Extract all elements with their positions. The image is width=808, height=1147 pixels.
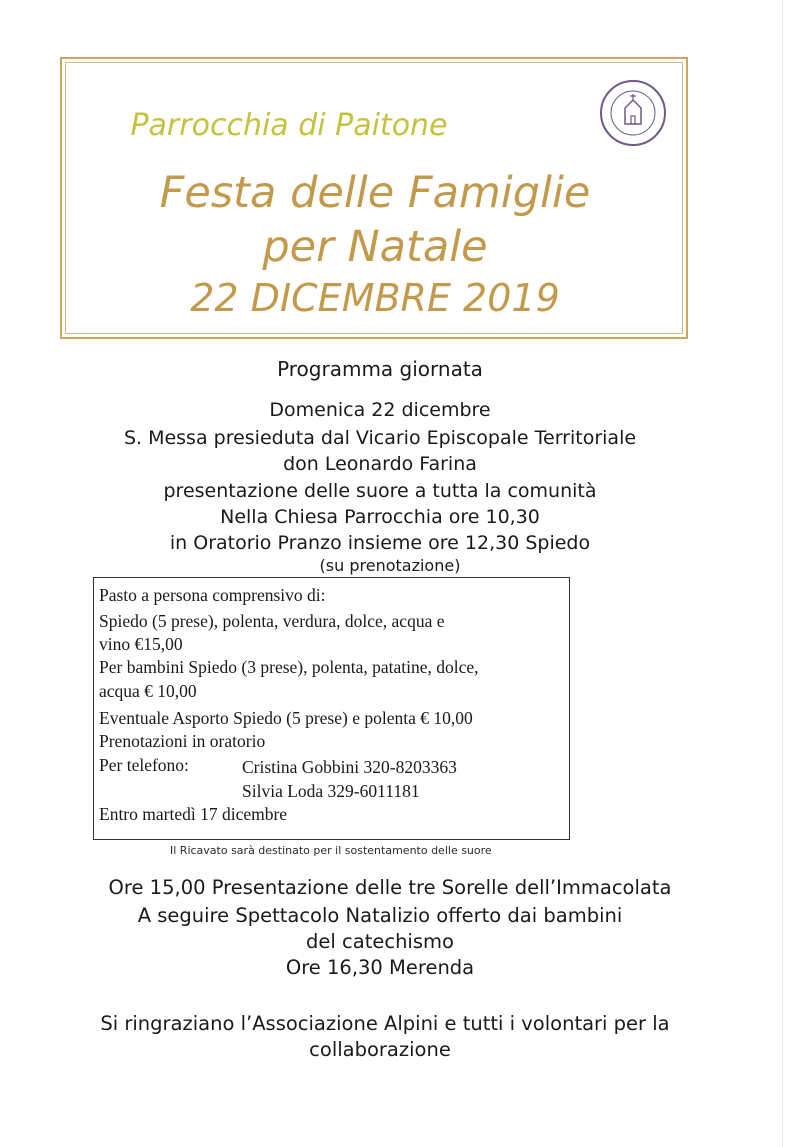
meal-line: Prenotazioni in oratorio bbox=[99, 731, 266, 751]
phone-contact: Cristina Gobbini 320-8203363 bbox=[242, 757, 457, 777]
meal-line: Entro martedì 17 dicembre bbox=[99, 804, 288, 824]
afternoon-line: A seguire Spettacolo Natalizio offerto dai bambini bbox=[137, 904, 623, 927]
proceeds-note: Il Ricavato sarà destinato per il sostentamento delle suore bbox=[170, 844, 492, 857]
meal-line: vino €15,00 bbox=[99, 634, 183, 654]
program-line: S. Messa presieduta dal Vicario Episcopale Territoriale bbox=[123, 427, 637, 449]
program-heading: Programma giornata bbox=[277, 357, 483, 381]
meal-line: Eventuale Asporto Spiedo (5 prese) e polenta € 10,00 bbox=[99, 708, 473, 728]
program-line: presentazione delle suore a tutta la comunità bbox=[163, 480, 597, 502]
meal-line: acqua € 10,00 bbox=[99, 681, 197, 701]
program-line: (su prenotazione) bbox=[319, 556, 461, 575]
parish-seal-stamp bbox=[598, 78, 668, 148]
thanks-line: Si ringraziano l’Associazione Alpini e tutti i volontari per la bbox=[100, 1012, 670, 1035]
afternoon-line: del catechismo bbox=[306, 930, 454, 953]
parish-name: Parrocchia di Paitone bbox=[130, 108, 448, 143]
event-title-line1: Festa delle Famiglie bbox=[159, 168, 591, 218]
program-line: Domenica 22 dicembre bbox=[269, 399, 491, 421]
event-date: 22 DICEMBRE 2019 bbox=[190, 276, 560, 320]
page-edge bbox=[782, 0, 783, 1147]
thanks-line: collaborazione bbox=[309, 1038, 451, 1061]
event-title-line2: per Natale bbox=[262, 222, 488, 272]
afternoon-line: Ore 15,00 Presentazione delle tre Sorelle dell’Immacolata bbox=[108, 876, 672, 899]
meal-line: Spiedo (5 prese), polenta, verdura, dolce, acqua e bbox=[99, 611, 445, 631]
program-line: don Leonardo Farina bbox=[283, 453, 477, 475]
meal-line: Pasto a persona comprensivo di: bbox=[99, 585, 326, 605]
program-line: in Oratorio Pranzo insieme ore 12,30 Spiedo bbox=[169, 532, 591, 554]
program-line: Nella Chiesa Parrocchia ore 10,30 bbox=[220, 506, 540, 528]
phone-contact: Silvia Loda 329-6011181 bbox=[242, 781, 420, 801]
meal-line: Per bambini Spiedo (3 prese), polenta, patatine, dolce, bbox=[99, 657, 479, 677]
phone-label: Per telefono: bbox=[99, 755, 189, 775]
afternoon-line: Ore 16,30 Merenda bbox=[285, 956, 475, 979]
